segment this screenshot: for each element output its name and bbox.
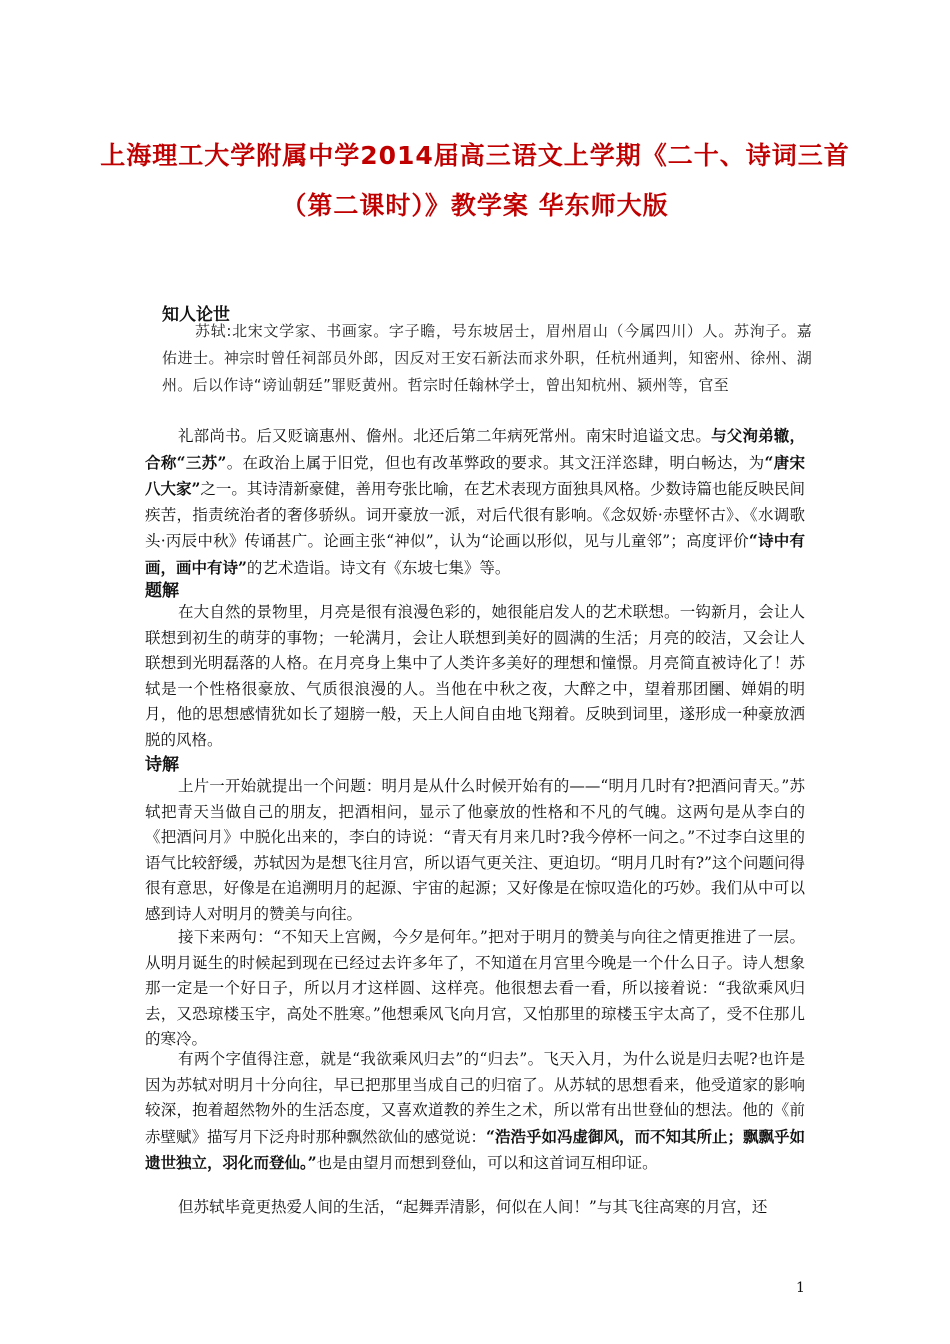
shijie-paragraph-4: 但苏轼毕竟更热爱人间的生活，“起舞弄清影，何似在人间！”与其飞往高寒的月宫，还 [178,1198,768,1216]
shijie-p3-text-c: 也是由望月而想到登仙，可以和这首词互相印证。 [316,1154,658,1172]
bio-text-4: 的艺术造诣。诗文有《东坡七集》等。 [246,558,511,577]
tijie-paragraph: 在大自然的景物里，月亮是很有浪漫色彩的，她很能启发人的艺术联想。一钩新月，会让人联想到初生的萌芽的事物；一轮满月，会让人联想到美好的圆满的生活；月亮的皎洁，又会让人联想到光明磊落的人格。在月亮身上集中了人类许多美好的理想和憧憬。月亮简直被诗化了！苏轼是一个性格很豪放、气质很浪漫的人。当他在中秋之夜，大醉之中，望着那团圞、婵娟的明月，他的思想感情犹如长了翅膀一般，天上人间自由地飞翔着。反映到词里，遂形成一种豪放洒脱的风格。 [145,603,805,749]
bio-text-2: 。在政治上属于旧党，但也有改革弊政的要求。其文汪洋恣肆，明白畅达，为 [226,453,765,472]
shijie-p3-text-a: 有两个字值得注意，就是“我欲乘风归去”的“归去”。飞天入月，为什么说是归去呢?也许是因为苏轼对明月十分向往，早已把那里当成自己的归宿了。从苏轼的思想看来，他受道家的影响较深，抱着超然物外的生活态度，又喜欢道教的养生之术，所以常有出世登仙的想法。他的《前赤壁赋》描写月下泛舟时那种飘然欲仙的感觉说： [145,1050,805,1146]
bio-text-3: 之一。其诗清新豪健，善用夸张比喻，在艺术表现方面独具风格。少数诗篇也能反映民间疾苦，指责统治者的奢侈骄纵。词开豪放一派，对后代很有影响。《念奴娇·赤壁怀古》、《水调歌头·丙辰中秋》传诵甚广。论画主张“神似”，认为“论画以形似，见与儿童邻”；高度评价 [145,480,805,550]
shijie-p3-quote-bold: “浩浩乎如冯虚御风，而不知其所止；飘飘乎如遗世独立，羽化而登仙。” [145,1126,805,1172]
section-heading-shijie: 诗解 [145,755,179,775]
shijie-paragraph-2: 接下来两句：“不知天上宫阙，今夕是何年。”把对于明月的赞美与向往之情更推进了一层。从明月诞生的时候起到现在已经过去许多年了，不知道在月宫里今晚是一个什么日子。诗人想象那一定是一个好日子，所以月才这样圆、这样亮。他很想去看一看，所以接着说：“我欲乘风归去，又恐琼楼玉宇，高处不胜寒。”他想乘风飞向月宫，又怕那里的琼楼玉宇太高了，受不住那儿的寒冷。 [145,928,805,1048]
bio-bold-tangsong: “唐宋八大家” [145,452,805,498]
shijie-paragraph-1: 上片一开始就提出一个问题：明月是从什么时候开始有的——“明月几时有?把酒问青天。”苏轼把青天当做自己的朋友，把酒相问，显示了他豪放的性格和不凡的气魄。这两句是从李白的《把酒问月》中脱化出来的，李白的诗说：“青天有月来几时?我今停杯一问之。”不过李白这里的语气比较舒缓，苏轼因为是想飞往月宫，所以语气更关注、更迫切。“明月几时有?”这个问题问得很有意思，好像是在追溯明月的起源、宇宙的起源；又好像是在惊叹造化的巧妙。我们从中可以感到诗人对明月的赞美与向往。 [145,777,805,923]
bio-bold-sansu: 与父洵弟辙，合称“三苏” [145,426,805,472]
section-heading-tijie: 题解 [145,581,179,601]
document-title-line-2: （第二课时）》教学案 华东师大版 [281,191,669,220]
shijie-paragraph-3 [145,1047,805,1177]
page-number: 1 [796,1280,805,1296]
author-bio-image-text: 苏轼:北宋文学家、书画家。字子瞻，号东坡居士，眉州眉山（今属四川）人。苏洵子。嘉佑进士。神宗时曾任祠部员外郎，因反对王安石新法而求外职，任杭州通判，知密州、徐州、湖州。后以作诗“谤讪朝廷”罪贬黄州。哲宗时任翰林学士，曾出知杭州、颍州等，官至 [162,322,812,394]
section-heading-zhirenlunshi: 知人论世 [162,305,230,325]
document-title-line-1: 上海理工大学附属中学2014届高三语文上学期《二十、诗词三首 [100,141,850,170]
author-bio-paragraph [145,423,805,581]
bio-bold-shizhongyouhua: “诗中有画，画中有诗” [145,531,805,577]
bio-text-1: 礼部尚书。后又贬谪惠州、儋州。北还后第二年病死常州。南宋时追谥文忠。 [178,427,712,445]
